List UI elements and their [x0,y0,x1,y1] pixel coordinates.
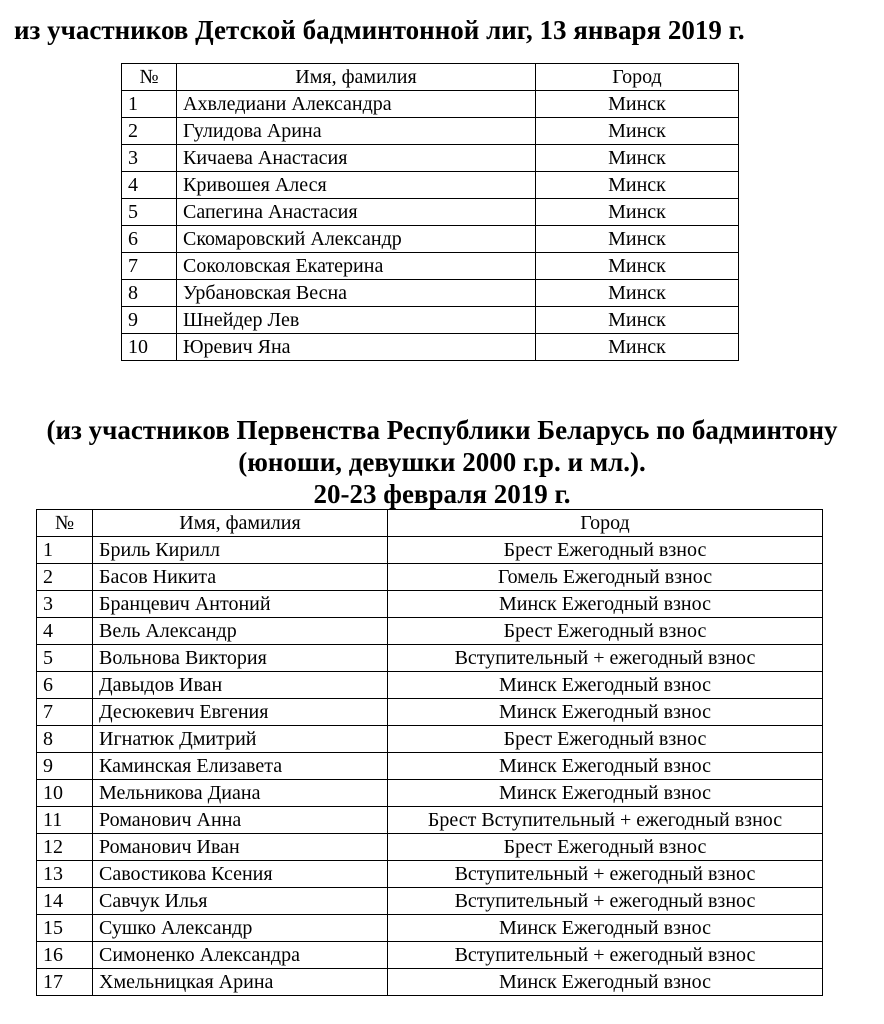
participant-name: Юревич Яна [177,334,536,361]
participant-name: Хмельницкая Арина [93,969,388,996]
row-number: 7 [37,699,93,726]
participant-city: Минск Ежегодный взнос [388,753,823,780]
participants-table-1 [121,63,739,361]
row-number: 2 [122,118,177,145]
row-number: 2 [37,564,93,591]
table-row [122,307,739,334]
participant-name: Кичаева Анастасия [177,145,536,172]
table-row [37,672,823,699]
participant-city: Минск [536,172,739,199]
row-number: 13 [37,861,93,888]
participant-city: Минск Ежегодный взнос [388,672,823,699]
participant-name: Вель Александр [93,618,388,645]
participant-name: Мельникова Диана [93,780,388,807]
row-number: 1 [122,91,177,118]
participant-city: Брест Вступительный + ежегодный взнос [388,807,823,834]
participant-name: Игнатюк Дмитрий [93,726,388,753]
table-row [37,807,823,834]
table-row [122,172,739,199]
participant-city: Минск Ежегодный взнос [388,699,823,726]
row-number: 10 [37,780,93,807]
participant-name: Сушко Александр [93,915,388,942]
participant-city: Минск [536,307,739,334]
participant-city: Брест Ежегодный взнос [388,537,823,564]
participant-name: Романович Анна [93,807,388,834]
row-number: 3 [122,145,177,172]
participant-city: Минск [536,91,739,118]
row-number: 8 [122,280,177,307]
row-number: 4 [37,618,93,645]
participant-city: Минск [536,334,739,361]
participant-name: Бранцевич Антоний [93,591,388,618]
row-number: 16 [37,942,93,969]
column-header-number: № [37,510,93,537]
row-number: 3 [37,591,93,618]
table-row [37,591,823,618]
participant-city: Минск Ежегодный взнос [388,591,823,618]
table-row [122,280,739,307]
section-2-title [0,414,884,510]
participant-name: Гулидова Арина [177,118,536,145]
table-row [37,645,823,672]
participant-city: Брест Ежегодный взнос [388,618,823,645]
column-header-number: № [122,64,177,91]
row-number: 9 [37,753,93,780]
table-header-row [122,64,739,91]
section-2-title-line: 20-23 февраля 2019 г. [313,479,571,509]
participant-name: Басов Никита [93,564,388,591]
row-number: 17 [37,969,93,996]
participant-city: Вступительный + ежегодный взнос [388,645,823,672]
column-header-city: Город [388,510,823,537]
participant-name: Урбановская Весна [177,280,536,307]
participant-name: Симоненко Александра [93,942,388,969]
participant-city: Минск Ежегодный взнос [388,915,823,942]
participant-city: Минск [536,118,739,145]
table-row [37,969,823,996]
row-number: 7 [122,253,177,280]
table-row [37,888,823,915]
section-1-title: из участников Детской бадминтонной лиг, 13 января 2019 г. [14,15,745,45]
participant-city: Минск Ежегодный взнос [388,780,823,807]
section-2-title-line: (из участников Первенства Республики Беларусь по бадминтону [46,415,838,445]
table-row [37,780,823,807]
row-number: 10 [122,334,177,361]
row-number: 15 [37,915,93,942]
table-row [122,199,739,226]
row-number: 8 [37,726,93,753]
row-number: 12 [37,834,93,861]
table-row [37,699,823,726]
participants-table-2 [36,509,823,996]
participant-city: Вступительный + ежегодный взнос [388,861,823,888]
participant-city: Вступительный + ежегодный взнос [388,888,823,915]
participant-city: Минск [536,253,739,280]
participant-name: Давыдов Иван [93,672,388,699]
column-header-name: Имя, фамилия [93,510,388,537]
table-row [122,253,739,280]
table-row [122,91,739,118]
participant-city: Брест Ежегодный взнос [388,834,823,861]
table-row [37,915,823,942]
table-row [37,564,823,591]
participant-city: Минск [536,280,739,307]
participant-name: Ахвледиани Александра [177,91,536,118]
participant-name: Соколовская Екатерина [177,253,536,280]
row-number: 6 [37,672,93,699]
table-row [37,861,823,888]
participant-city: Гомель Ежегодный взнос [388,564,823,591]
participant-name: Кривошея Алеся [177,172,536,199]
participant-name: Каминская Елизавета [93,753,388,780]
participant-name: Вольнова Виктория [93,645,388,672]
row-number: 6 [122,226,177,253]
row-number: 4 [122,172,177,199]
participant-city: Минск [536,145,739,172]
participant-name: Савчук Илья [93,888,388,915]
table-header-row [37,510,823,537]
row-number: 1 [37,537,93,564]
participant-name: Сапегина Анастасия [177,199,536,226]
participant-city: Вступительный + ежегодный взнос [388,942,823,969]
column-header-name: Имя, фамилия [177,64,536,91]
table-row [122,334,739,361]
row-number: 5 [37,645,93,672]
table-row [37,834,823,861]
participant-name: Десюкевич Евгения [93,699,388,726]
table-row [37,942,823,969]
table-row [37,537,823,564]
participant-name: Скомаровский Александр [177,226,536,253]
participant-name: Бриль Кирилл [93,537,388,564]
row-number: 14 [37,888,93,915]
participant-city: Минск [536,199,739,226]
table-row [122,145,739,172]
column-header-city: Город [536,64,739,91]
table-row [37,753,823,780]
table-row [122,226,739,253]
participant-city: Минск [536,226,739,253]
table-row [122,118,739,145]
row-number: 9 [122,307,177,334]
participant-name: Романович Иван [93,834,388,861]
table-row [37,726,823,753]
section-2-title-line: (юноши, девушки 2000 г.р. и мл.). [238,447,646,477]
participant-name: Савостикова Ксения [93,861,388,888]
table-row [37,618,823,645]
row-number: 11 [37,807,93,834]
participant-city: Минск Ежегодный взнос [388,969,823,996]
participant-city: Брест Ежегодный взнос [388,726,823,753]
participant-name: Шнейдер Лев [177,307,536,334]
row-number: 5 [122,199,177,226]
